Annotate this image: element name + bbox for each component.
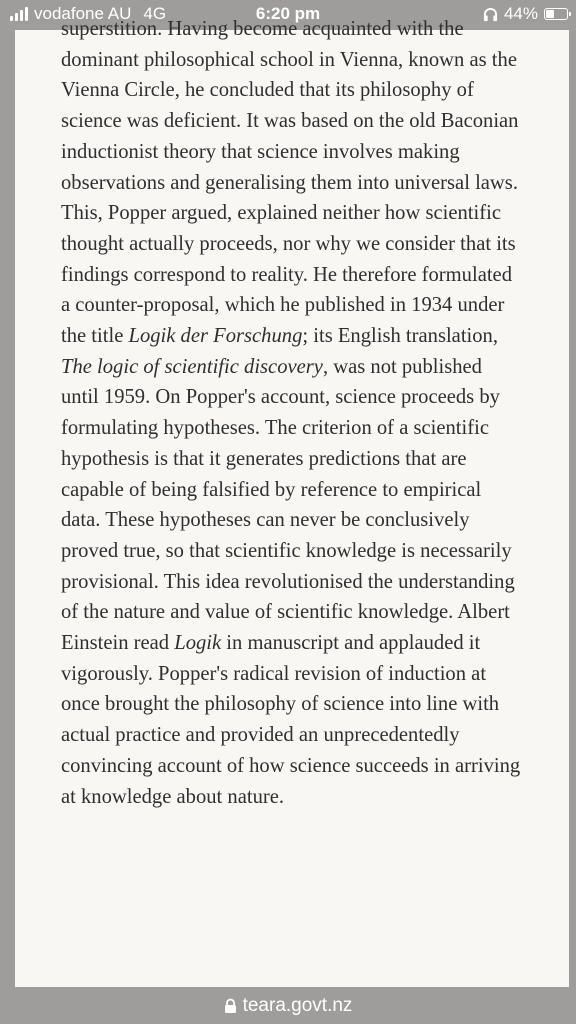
- article-text-2: ; its English translation,: [302, 325, 499, 348]
- battery-percent: 44%: [503, 4, 538, 23]
- book-title-logic-of-scientific-discovery: The logic of scientific discovery: [61, 355, 323, 378]
- address-bar[interactable]: [0, 987, 576, 1024]
- article-paragraph: [61, 14, 523, 812]
- lock-icon: [224, 998, 237, 1014]
- book-title-logik: Logik: [174, 632, 222, 655]
- article-text-4: in manuscript and applauded it vigorously. Popper's radical revision of induction at once brought the philosophy of science into line with actual practice and provided an unprecedentedly convincing account of how science succeeds in arriving at knowledge about nature.: [61, 632, 521, 808]
- network-type: 4G: [143, 4, 167, 23]
- article-text-1: superstition. Having become acquainted with the dominant philosophical school in Vienna, known as the Vienna Circle, he concluded that its philosophy of science was deficient. It was based on the old Baconian inductionist theory that science involves making observations and generalising them into universal laws. This, Popper argued, explained neither how scientific thought actually proceeds, nor why we consider that its findings correspond to reality. He therefore formulated a counter-proposal, which he published in 1934 under the title: [61, 18, 519, 348]
- url-text[interactable]: teara.govt.nz: [242, 994, 353, 1016]
- page-content: [15, 18, 569, 987]
- carrier-name: vodafone AU: [34, 4, 132, 23]
- book-title-logik-der-forschung: Logik der Forschung: [128, 325, 303, 348]
- article-text-3: , was not published until 1959. On Popper's account, science proceeds by formulating hypotheses. The criterion of a scientific hypothesis is that it generates predictions that are capable of being falsified by reference to empirical data. These hypotheses can never be conclusively proved true, so that scientific knowledge is necessarily provisional. This idea revolutionised the understanding of the nature and value of scientific knowledge. Albert Einstein read: [61, 355, 515, 655]
- battery-icon: [544, 8, 568, 20]
- clock: 6:20 pm: [255, 4, 321, 23]
